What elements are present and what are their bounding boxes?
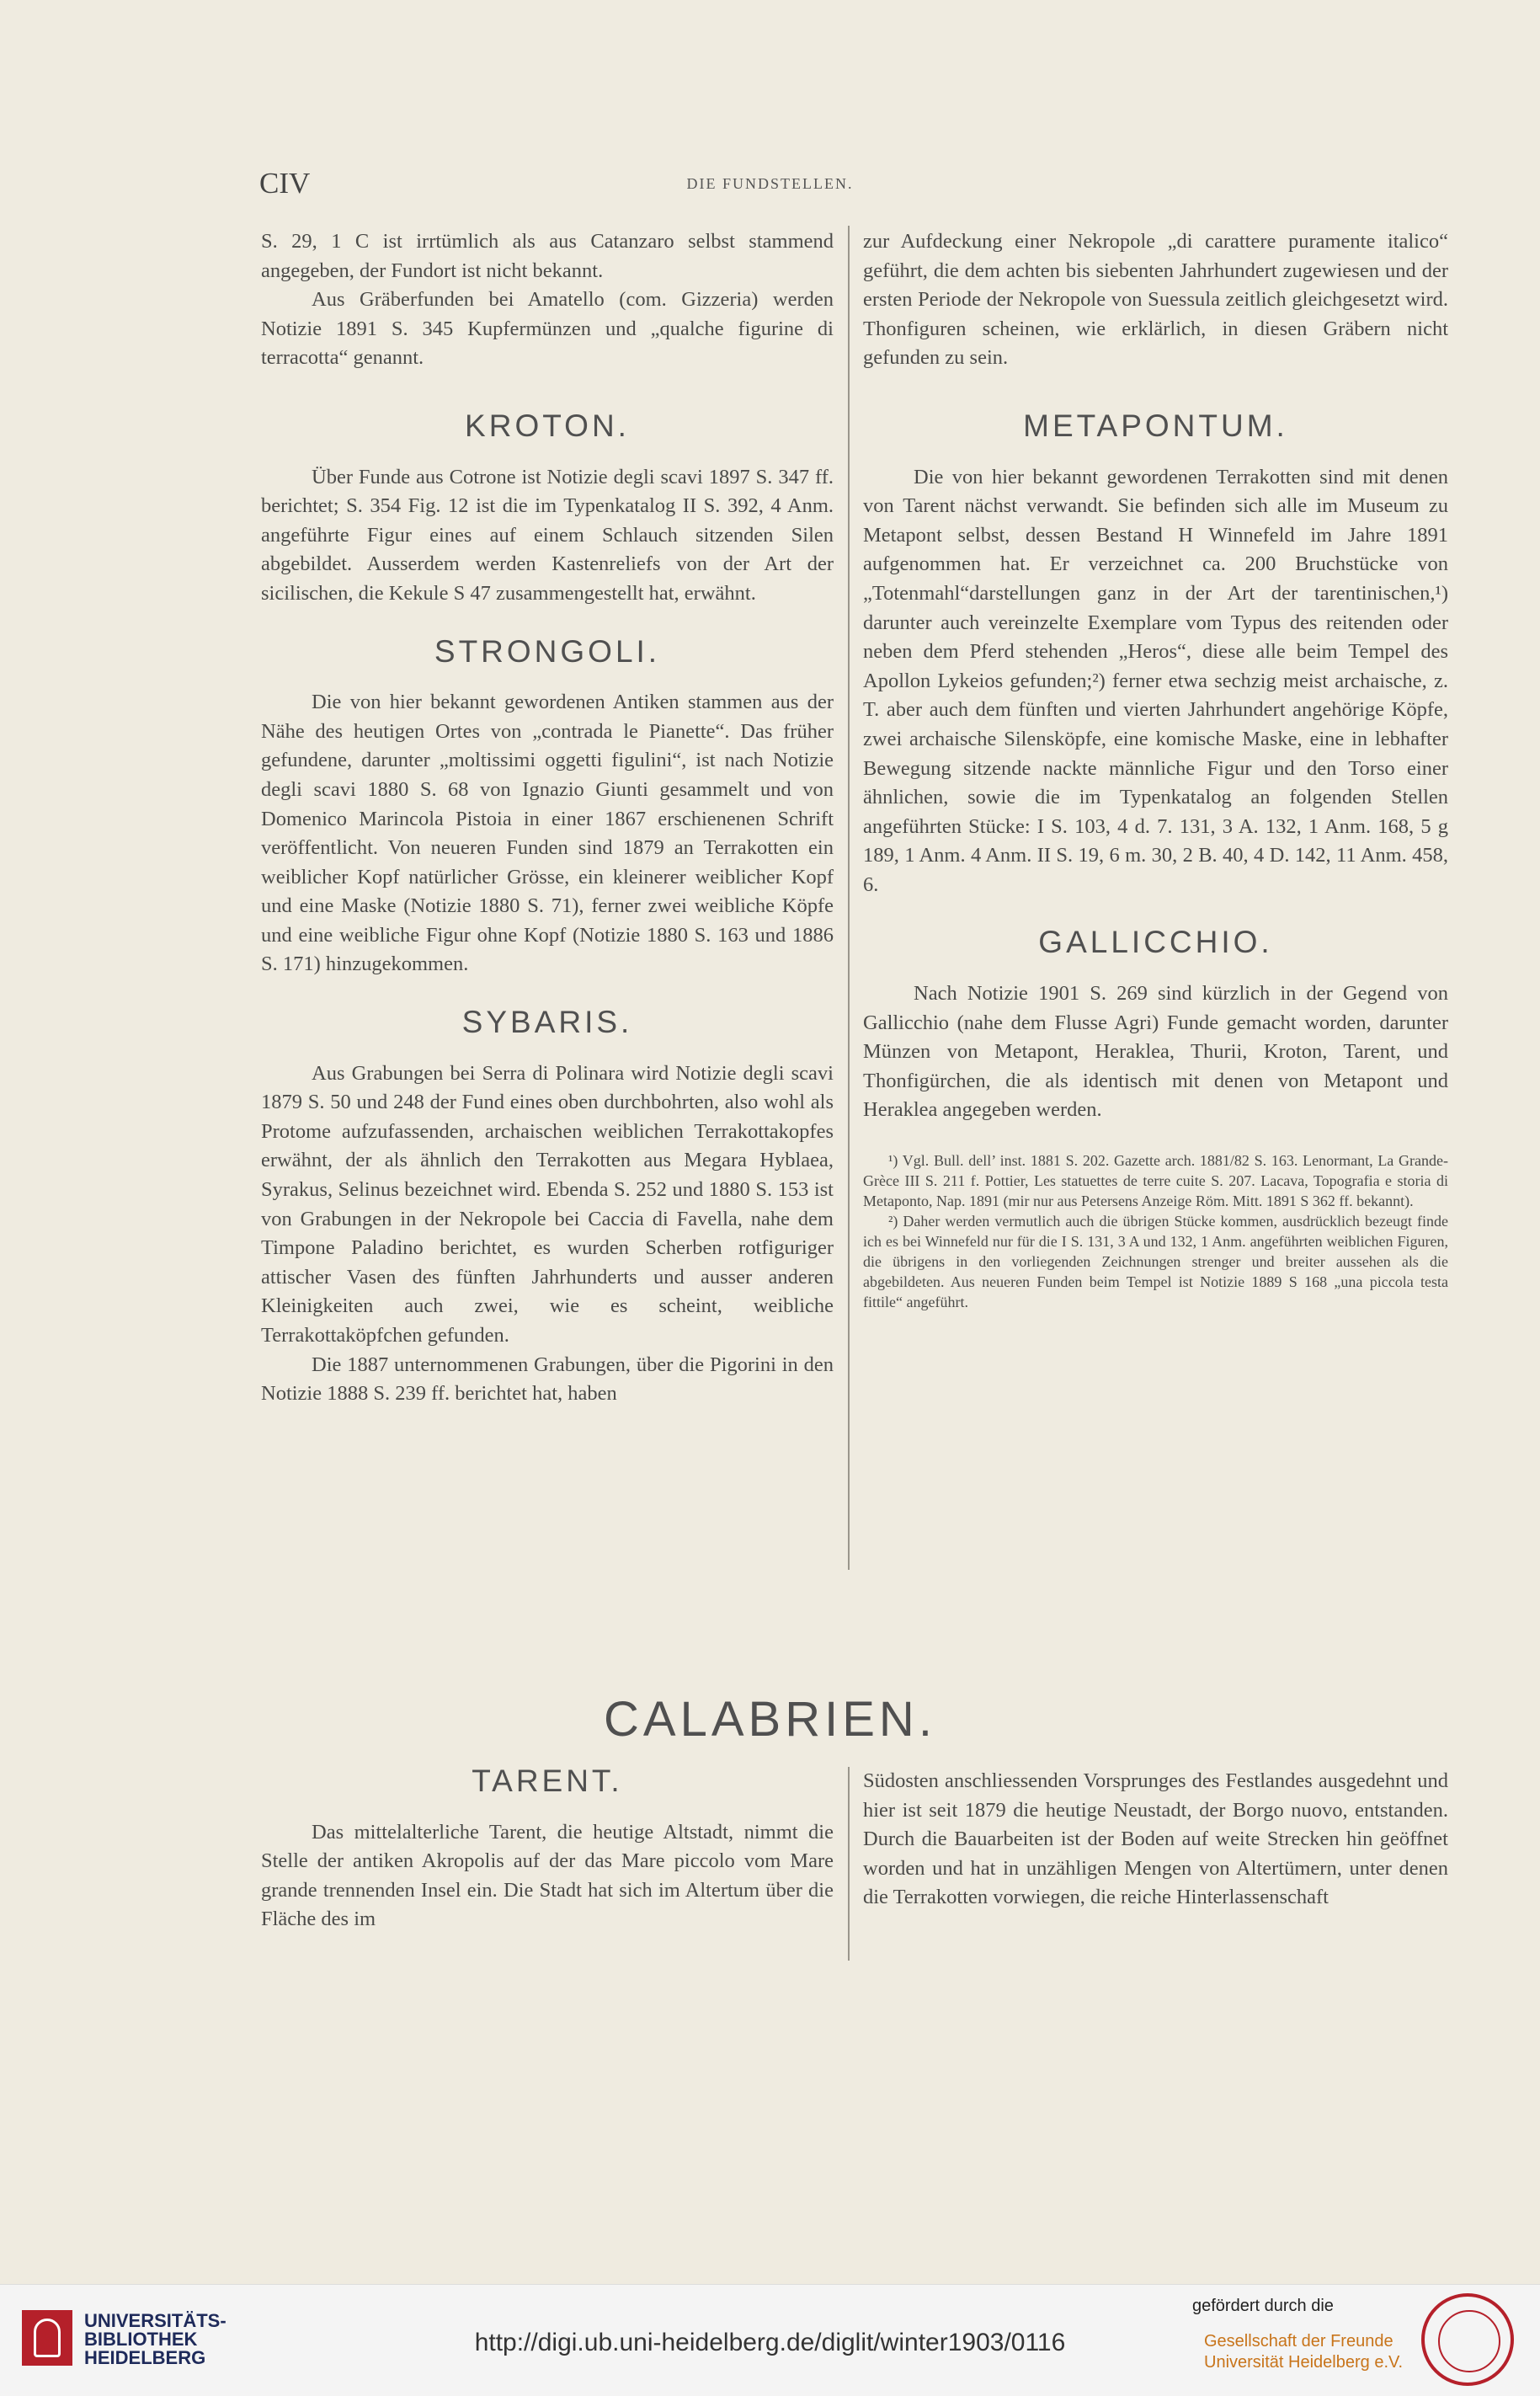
- paragraph: Aus Gräberfunden bei Amatello (com. Gizzeria) werden Notizie 1891 S. 345 Kupfermünzen und „qualche figurine di terracotta“ genannt.: [261, 288, 834, 370]
- column-divider: [848, 1767, 850, 1961]
- paragraph: Aus Grabungen bei Serra di Polinara wird Notizie degli scavi 1879 S. 50 und 248 der Fund eines oben durchbohrten, also wohl als Protome aufzufassenden, archaischen weiblichen Terrakottakopfes erwähnt, der als ähnlich den Terrakotten aus Megara Hyblaea, Syrakus, Selinus bezeichnet wird. Ebenda S. 252 und 1880 S. 153 ist von Grabungen in der Nekropole bei Caccia di Favella, nahe dem Timpone Paladino berichtet, es wurden Scherben rotfiguriger attischer Vasen des fünften Jahrhunderts und ausser anderen Kleinigkeiten auch zwei, wie es scheint, weibliche Terrakottaköpfchen gefunden.: [261, 1061, 834, 1347]
- paragraph: Das mittelalterliche Tarent, die heutige Altstadt, nimmt die Stelle der antiken Akropolis auf der das Mare piccolo vom Mare grande trennenden Insel ein. Die Stadt hat sich im Altertum über die Fläche des im: [261, 1820, 834, 1931]
- page-number: CIV: [259, 167, 311, 200]
- section-heading-gallicchio: GALLICCHIO.: [1038, 925, 1273, 960]
- section-heading-sybaris: SYBARIS.: [461, 1005, 633, 1040]
- section-heading-metapontum: METAPONTUM.: [1023, 408, 1288, 443]
- chapter-heading: CALABRIEN.: [604, 1692, 936, 1747]
- paragraph: Über Funde aus Cotrone ist Notizie degli scavi 1897 S. 347 ff. berichtet; S. 354 Fig. 12 ist die im Typenkatalog II S. 392, 4 Anm. angeführte Figur eines auf einem Schlauch sitzenden Silen abgebildet. Ausserdem werden Kastenreliefs von der Art der sicilischen, die Kekule S 47 zusammengestellt hat, erwähnt.: [261, 465, 834, 605]
- left-column: [261, 227, 834, 1409]
- right-column: [863, 227, 1448, 1312]
- permalink-url[interactable]: http://digi.ub.uni-heidelberg.de/diglit/winter1903/0116: [474, 2329, 1066, 2356]
- footnote: ¹) Vgl. Bull. dell’ inst. 1881 S. 202. Gazette arch. 1881/82 S. 163. Lenormant, La Grande-Grèce III S. 211 f. Pottier, Les statuettes de terre cuite S. 207. Lacava, Topografia e storia di Metaponto, Nap. 1891 (mir nur aus Petersens Anzeige Röm. Mitt. 1891 S 362 ff. bekannt).: [863, 1152, 1448, 1210]
- paragraph: zur Aufdeckung einer Nekropole „di carattere puramente italico“ geführt, die dem achten bis siebenten Jahrhundert zugewiesen und der ersten Periode der Nekropole von Suessula zeitlich gleichgesetzt wird. Thonfiguren scheinen, wie erklärlich, in diesen Gräbern nicht gefunden zu sein.: [863, 230, 1448, 370]
- paragraph: S. 29, 1 C ist irrtümlich als aus Catanzaro selbst stammend angegeben, der Fundort ist nicht bekannt.: [261, 230, 834, 282]
- university-seal-icon: [1421, 2293, 1514, 2386]
- paragraph: Die von hier bekannt gewordenen Terrakotten sind mit denen von Tarent nächst verwandt. Sie befinden sich alle im Museum zu Metapont selbst, dessen Bestand H Winnefeld im Jahre 1891 aufgenommen hat. Er verzeichnet ca. 200 Bruchstücke von „Totenmahl“darstellungen ganz in der Art der tarentinischen,¹) darunter auch vereinzelte Exemplare vom Typus des reitenden oder neben dem Pferd stehenden „Heros“, diese alle beim Tempel des Apollon Lykeios gefunden;²) ferner etwa sechzig meist archaische, z. T. aber auch dem fünften und vierten Jahrhundert angehörige Köpfe, zwei archaische Silensköpfe, eine komische Maske, eine in lebhafter Bewegung sitzende nackte männliche Figur und den Torso einer ähnlichen, sowie die im Typenkatalog an folgenden Stellen angeführten Stücke: I S. 103, 4 d. 7. 131, 3 A. 132, 1 Anm. 168, 5 g 189, 1 Anm. 4 Anm. II S. 19, 6 m. 30, 2 B. 40, 4 D. 142, 11 Anm. 458, 6.: [863, 465, 1448, 896]
- footnotes: [863, 1150, 1448, 1312]
- running-title: DIE FUNDSTELLEN.: [686, 175, 854, 192]
- paragraph: Nach Notizie 1901 S. 269 sind kürzlich in der Gegend von Gallicchio (nahe dem Flusse Agri) Funde gemacht worden, darunter Münzen von Metapont, Heraklea, Thurii, Kroton, Tarent, und Thonfigürchen, die als identisch mit denen von Metapont und Heraklea angegeben werden.: [863, 982, 1448, 1122]
- paragraph: Südosten anschliessenden Vorsprunges des Festlandes ausgedehnt und hier ist seit 1879 die heutige Neustadt, der Borgo nuovo, entstanden. Durch die Bauarbeiten ist der Boden auf weite Strecken hin geöffnet worden und hat in unzähligen Mengen von Altertümern, unter denen die Terrakotten vorwiegen, die reiche Hinterlassenschaft: [863, 1769, 1448, 1909]
- digitization-footer: [0, 2284, 1540, 2396]
- sponsor-intro: gefördert durch die: [1192, 2297, 1334, 2315]
- section-heading-strongoli: STRONGOLI.: [434, 633, 661, 669]
- paragraph: Die von hier bekannt gewordenen Antiken stammen aus der Nähe des heutigen Ortes von „contrada le Pianette“. Das früher gefundene, darunter „moltissimi oggetti figulini“, ist nach Notizie degli scavi 1880 S. 68 von Ignazio Giunti gesammelt und von Domenico Marincola Pistoia in einer 1867 erschienenen Schrift veröffentlicht. Von neueren Funden sind 1879 an Terrakotten ein weiblicher Kopf natürlicher Grösse, ein kleinerer weiblicher Kopf und eine Maske (Notizie 1880 S. 71), ferner zwei weibliche Köpfe und eine weibliche Figur ohne Kopf (Notizie 1880 S. 163 und 1886 S. 171) hinzugekommen.: [261, 691, 834, 976]
- column-divider: [848, 226, 850, 1570]
- page-header: [0, 167, 1540, 209]
- footnote: ²) Daher werden vermutlich auch die übrigen Stücke kommen, ausdrücklich bezeugt finde ich es bei Winnefeld nur für die I S. 131, 3 A und 132, 1 Anm. angeführten weiblichen Figuren, die übrigens in den vorliegenden Zeichnungen strenger und breiter aussehen als die abgebildeten. Aus neueren Funden beim Tempel ist Notizie 1889 S 168 „una piccola testa fittile“ angeführt.: [863, 1213, 1448, 1311]
- bottom-right-column: [863, 1767, 1448, 1913]
- sponsor-name: Gesellschaft der Freunde Universität Heidelberg e.V.: [1204, 2332, 1404, 2372]
- paragraph: Die 1887 unternommenen Grabungen, über die Pigorini in den Notizie 1888 S. 239 ff. berichtet hat, haben: [261, 1353, 834, 1406]
- bottom-left-column: [261, 1764, 834, 1934]
- library-name: UNIVERSITÄTS- BIBLIOTHEK HEIDELBERG: [84, 2310, 226, 2368]
- section-heading-kroton: KROTON.: [465, 408, 630, 443]
- section-heading-tarent: TARENT.: [472, 1764, 623, 1798]
